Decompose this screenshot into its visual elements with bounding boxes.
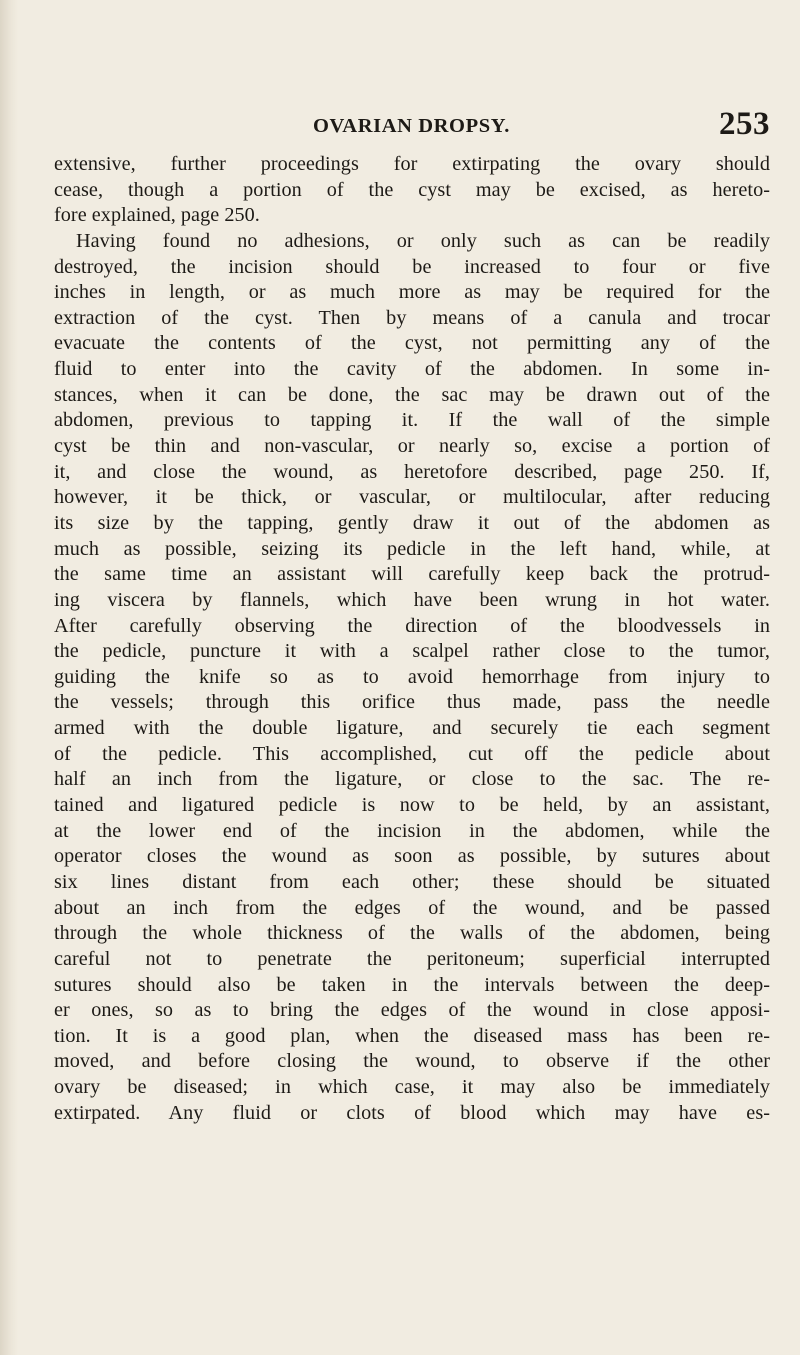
text-line: it, and close the wound, as heretofore described, page 250. If, [54,460,770,483]
text-line: through the whole thickness of the walls of the abdomen, being [54,922,770,945]
text-line: tained and ligatured pedicle is now to be held, by an assistant, [54,794,770,817]
text-line: inches in length, or as much more as may be required for the [54,281,770,304]
text-line: fore explained, page 250. [54,204,260,227]
text-line: After carefully observing the direction of the bloodvessels in [54,614,770,637]
text-line: cyst be thin and non-vascular, or nearly so, excise a portion of [54,435,770,458]
body-text [54,152,770,1126]
running-title: OVARIAN DROPSY. [313,115,510,137]
text-line: the vessels; through this orifice thus made, pass the needle [54,691,770,714]
text-line: about an inch from the edges of the wound, and be passed [54,896,770,919]
text-line: destroyed, the incision should be increased to four or five [54,255,770,278]
text-line: six lines distant from each other; these should be situated [54,870,770,893]
text-line: abdomen, previous to tapping it. If the wall of the simple [54,409,770,432]
text-line: at the lower end of the incision in the abdomen, while the [54,819,770,842]
text-line: of the pedicle. This accomplished, cut off the pedicle about [54,742,770,765]
text-line: tion. It is a good plan, when the diseased mass has been re- [54,1024,770,1047]
text-line: extirpated. Any fluid or clots of blood which may have es- [54,1101,770,1124]
text-line: extraction of the cyst. Then by means of a canula and trocar [54,306,770,329]
text-line: sutures should also be taken in the intervals between the deep- [54,973,770,996]
text-line: stances, when it can be done, the sac may be drawn out of the [54,383,770,406]
text-line: operator closes the wound as soon as possible, by sutures about [54,845,770,868]
text-line: moved, and before closing the wound, to observe if the other [54,1050,770,1073]
text-line: Having found no adhesions, or only such as can be readily [76,229,770,252]
text-line: its size by the tapping, gently draw it out of the abdomen as [54,511,770,534]
text-line: extensive, further proceedings for extirpating the ovary should [54,153,770,175]
text-line: half an inch from the ligature, or close to the sac. The re- [54,768,770,791]
text-line: er ones, so as to bring the edges of the wound in close apposi- [54,999,770,1022]
page-number: 253 [719,106,770,142]
text-line: ovary be diseased; in which case, it may also be immediately [54,1076,770,1099]
text-line: much as possible, seizing its pedicle in the left hand, while, at [54,537,770,560]
text-line: ing viscera by flannels, which have been wrung in hot water. [54,588,770,611]
text-line: evacuate the contents of the cyst, not permitting any of the [54,332,770,355]
text-line: cease, though a portion of the cyst may be excised, as hereto- [54,178,770,201]
text-line: however, it be thick, or vascular, or multilocular, after reducing [54,486,770,509]
text-line: fluid to enter into the cavity of the abdomen. In some in- [54,358,770,381]
text-line: armed with the double ligature, and securely tie each segment [54,717,770,740]
text-line: guiding the knife so as to avoid hemorrhage from injury to [54,665,770,688]
text-line: the same time an assistant will carefully keep back the protrud- [54,563,770,586]
running-header [313,106,773,145]
text-line: careful not to penetrate the peritoneum; superficial interrupted [54,947,770,970]
text-line: the pedicle, puncture it with a scalpel rather close to the tumor, [54,640,770,663]
